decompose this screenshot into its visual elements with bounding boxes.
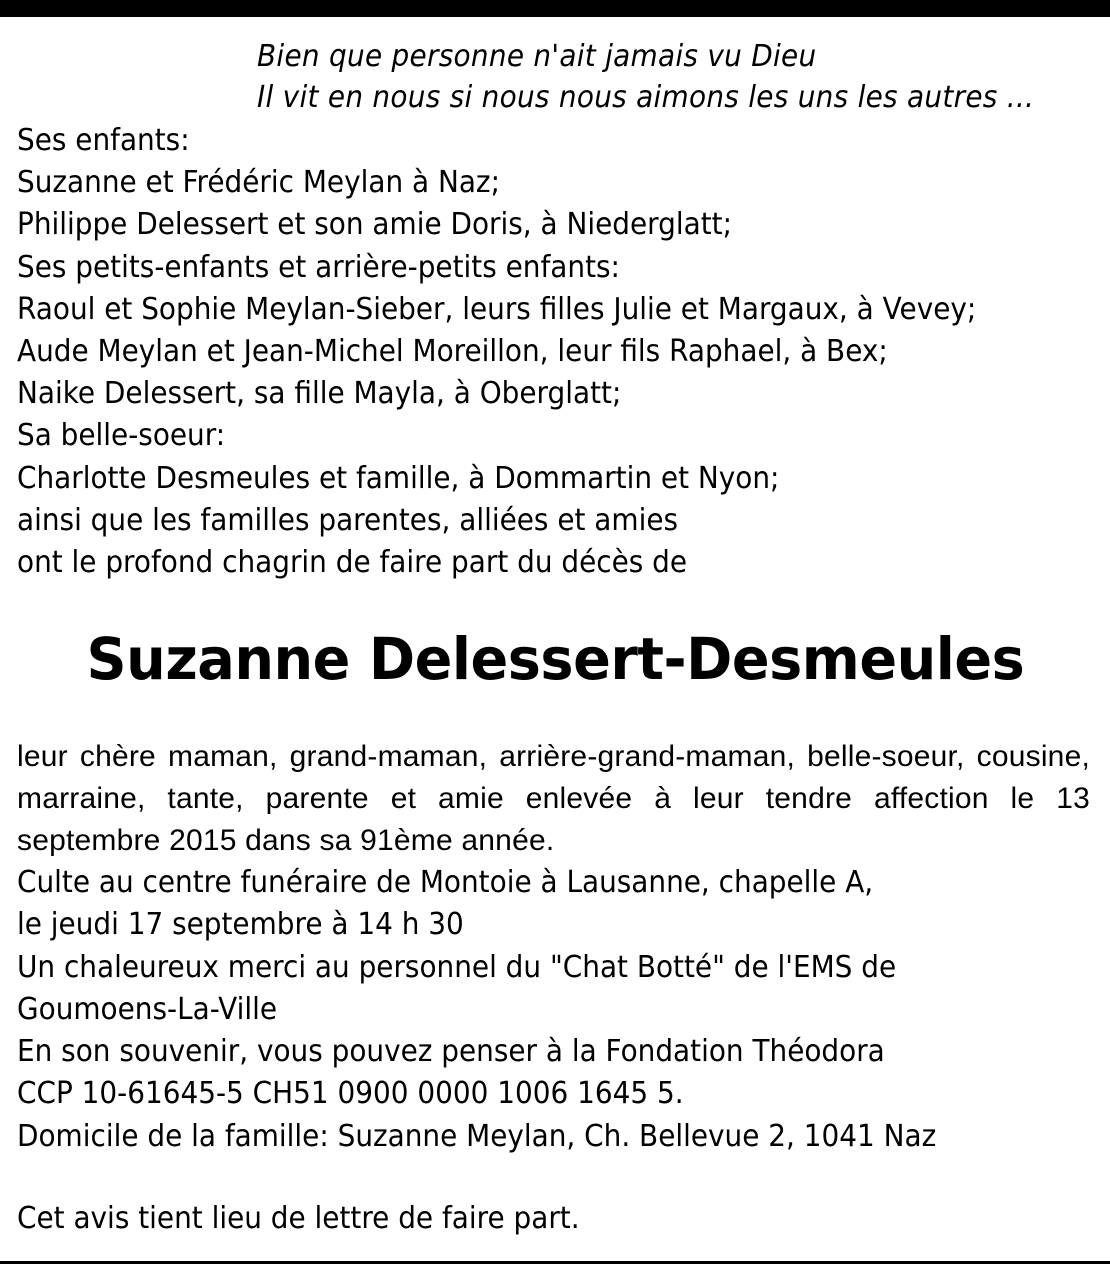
top-border-rule bbox=[0, 0, 1110, 17]
family-line: Suzanne et Frédéric Meylan à Naz; bbox=[17, 165, 500, 201]
family-line: Ses petits-enfants et arrière-petits enfants: bbox=[17, 249, 620, 285]
ceremony-details bbox=[17, 862, 1021, 1158]
family-line: Sa belle-soeur: bbox=[17, 418, 226, 454]
closing-note: Cet avis tient lieu de lettre de faire part. bbox=[17, 1201, 580, 1236]
family-line: Raoul et Sophie Meylan-Sieber, leurs filles Julie et Margaux, à Vevey; bbox=[17, 291, 977, 327]
bottom-border-rule bbox=[0, 1261, 1110, 1264]
epigraph-line: Il vit en nous si nous nous aimons les uns les autres ... bbox=[257, 80, 1035, 115]
family-line: Naike Delessert, sa fille Mayla, à Oberglatt; bbox=[17, 376, 622, 412]
details-line: Domicile de la famille: Suzanne Meylan, Ch. Bellevue 2, 1041 Naz bbox=[17, 1118, 937, 1154]
details-line: Goumoens-La-Ville bbox=[17, 991, 278, 1027]
deceased-name: Suzanne Delessert-Desmeules bbox=[86, 625, 1024, 693]
epigraph-quote bbox=[257, 36, 1038, 118]
tribute-paragraph: leur chère maman, grand-maman, arrière-grand-maman, belle-soeur, cousine, marraine, tante, parente et amie enlevée à leur tendre affection le 13 septembre 2015 dans sa 91ème année. bbox=[17, 740, 1090, 857]
family-line: Ses enfants: bbox=[17, 123, 190, 158]
family-line: Aude Meylan et Jean-Michel Moreillon, leur fils Raphael, à Bex; bbox=[17, 334, 888, 370]
family-line: Charlotte Desmeules et famille, à Dommartin et Nyon; bbox=[17, 460, 780, 496]
deceased-name-heading bbox=[0, 622, 1110, 696]
family-announcement bbox=[17, 120, 1021, 584]
epigraph-line: Bien que personne n'ait jamais vu Dieu bbox=[257, 39, 817, 74]
details-line: Un chaleureux merci au personnel du "Chat Botté" de l'EMS de bbox=[17, 949, 897, 985]
details-line: le jeudi 17 septembre à 14 h 30 bbox=[17, 907, 464, 943]
details-line: CCP 10-61645-5 CH51 0900 0000 1006 1645 5. bbox=[17, 1076, 684, 1112]
family-line: Philippe Delessert et son amie Doris, à Niederglatt; bbox=[17, 207, 732, 243]
family-line: ont le profond chagrin de faire part du décès de bbox=[17, 545, 688, 581]
details-line: Culte au centre funéraire de Montoie à Lausanne, chapelle A, bbox=[17, 865, 874, 900]
family-line: ainsi que les familles parentes, alliées et amies bbox=[17, 502, 679, 538]
details-line: En son souvenir, vous pouvez penser à la Fondation Théodora bbox=[17, 1034, 885, 1070]
